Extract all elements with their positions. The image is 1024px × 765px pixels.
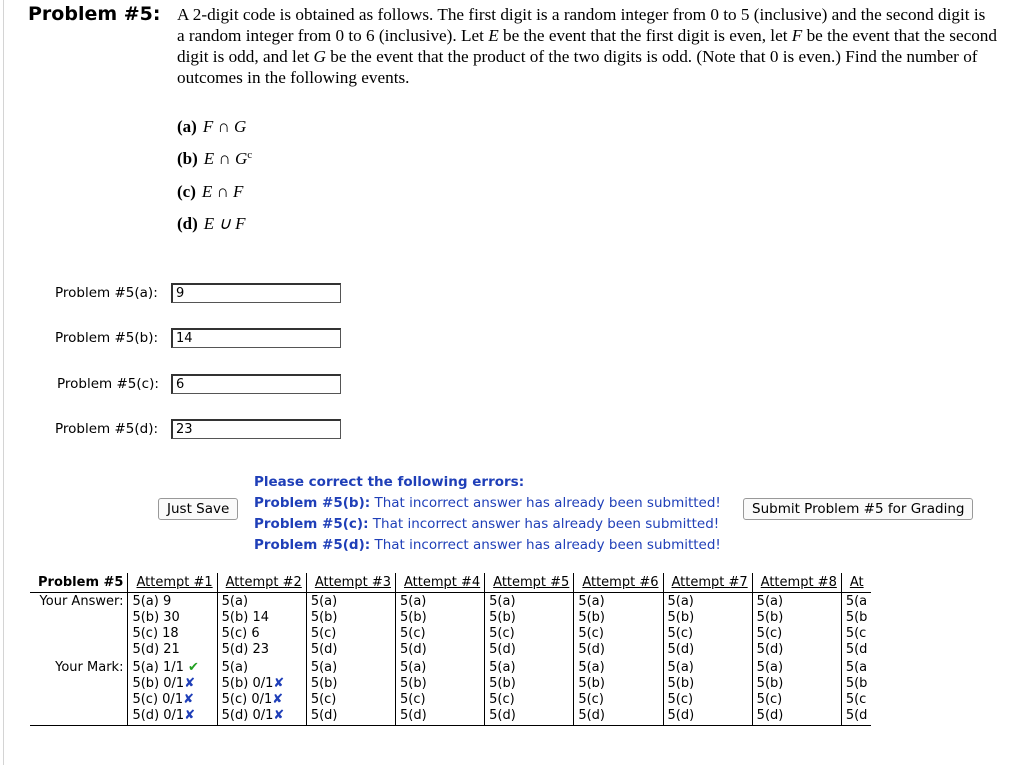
cross-icon: ✘ [273, 676, 285, 691]
cross-icon: ✘ [184, 708, 196, 723]
attempt-marks: 5(a) 5(b) 5(c) 5(d) [752, 659, 841, 726]
answer-label-c: Problem #5(c): [57, 376, 159, 392]
page-border [3, 0, 4, 765]
attempt-header[interactable]: Attempt #7 [663, 573, 752, 593]
attempt-marks: 5(a) 5(b) 5(c) 5(d) [574, 659, 663, 726]
attempt-answers: 5(a) 5(b) 14 5(c) 6 5(d) 23 [217, 593, 306, 660]
attempt-marks: 5(a 5(b 5(c 5(d [841, 659, 871, 726]
attempt-answers: 5(a) 5(b) 5(c) 5(d) [752, 593, 841, 660]
error-item: Problem #5(c): That incorrect answer has already been submitted! [254, 516, 720, 532]
attempt-answers: 5(a) 5(b) 5(c) 5(d) [574, 593, 663, 660]
error-list [254, 472, 721, 556]
answer-label-a: Problem #5(a): [55, 285, 158, 301]
part-a: (a) F ∩ G [177, 117, 247, 136]
attempt-answers: 5(a) 9 5(b) 30 5(c) 18 5(d) 21 [128, 593, 217, 660]
part-c: (c) E ∩ F [177, 182, 244, 201]
submit-for-grading-button[interactable]: Submit Problem #5 for Grading [743, 498, 973, 520]
error-item: Problem #5(b): That incorrect answer has already been submitted! [254, 495, 721, 511]
part-b: (b) E ∩ $G^c$ [177, 149, 253, 168]
cross-icon: ✘ [272, 692, 284, 707]
just-save-button[interactable]: Just Save [158, 498, 238, 520]
attempt-answers: 5(a) 5(b) 5(c) 5(d) [485, 593, 574, 660]
attempt-marks: 5(a) 5(b) 5(c) 5(d) [395, 659, 484, 726]
attempt-marks: 5(a) 5(b) 5(c) 5(d) [306, 659, 395, 726]
answer-label-b: Problem #5(b): [55, 330, 159, 346]
your-answer-label: Your Answer: [39, 594, 124, 609]
error-item: Problem #5(d): That incorrect answer has already been submitted! [254, 537, 721, 553]
check-icon: ✔ [188, 660, 199, 675]
attempt-marks: 5(a) 5(b) 5(c) 5(d) [663, 659, 752, 726]
your-answer-row [30, 593, 871, 660]
cross-icon: ✘ [273, 708, 285, 723]
attempt-header[interactable]: Attempt #2 [217, 573, 306, 593]
attempt-header[interactable]: Attempt #1 [128, 573, 217, 593]
attempt-marks: 5(a) 5(b) 0/1✘ 5(c) 0/1✘ 5(d) 0/1✘ [217, 659, 306, 726]
part-d: (d) E ∪ F [177, 214, 246, 233]
history-corner: Problem #5 [30, 573, 128, 593]
answer-input-b[interactable] [171, 328, 341, 348]
error-heading: Please correct the following errors: [254, 474, 525, 490]
problem-label: Problem #5: [28, 3, 161, 25]
answer-input-a[interactable] [171, 283, 341, 303]
your-mark-label: Your Mark: [30, 659, 128, 726]
your-mark-row [30, 659, 871, 726]
attempt-answers: 5(a) 5(b) 5(c) 5(d) [395, 593, 484, 660]
attempt-history-table [30, 573, 871, 726]
attempt-header[interactable]: Attempt #3 [306, 573, 395, 593]
answer-input-d[interactable] [171, 419, 341, 439]
attempt-marks: 5(a) 5(b) 5(c) 5(d) [485, 659, 574, 726]
attempt-header[interactable]: Attempt #5 [485, 573, 574, 593]
answer-label-d: Problem #5(d): [55, 421, 159, 437]
cross-icon: ✘ [183, 692, 194, 707]
problem-statement: A 2-digit code is obtained as follows. The first digit is a random integer from 0 to 5 (inclusive) and the second digit is a random integer from 0 to 6 (inclusive). Let E be the event that the first digit is even, let F be the event that the second digit is odd, and let G be the event that the product of the two digits is odd. (Note that 0 is even.) Find the number of outcomes in the following events. [177, 5, 997, 87]
attempt-header[interactable]: Attempt #4 [395, 573, 484, 593]
answer-input-c[interactable] [171, 374, 341, 394]
attempt-header[interactable]: At [841, 573, 871, 593]
cross-icon: ✘ [184, 676, 196, 691]
attempt-answers: 5(a) 5(b) 5(c) 5(d) [306, 593, 395, 660]
attempt-marks: 5(a) 1/1 ✔ 5(b) 0/1✘ 5(c) 0/1✘ 5(d) 0/1✘ [128, 659, 217, 726]
attempt-answers: 5(a 5(b 5(c 5(d [841, 593, 871, 660]
attempt-header[interactable]: Attempt #6 [574, 573, 663, 593]
history-header-row [30, 573, 871, 593]
attempt-header[interactable]: Attempt #8 [752, 573, 841, 593]
attempt-answers: 5(a) 5(b) 5(c) 5(d) [663, 593, 752, 660]
